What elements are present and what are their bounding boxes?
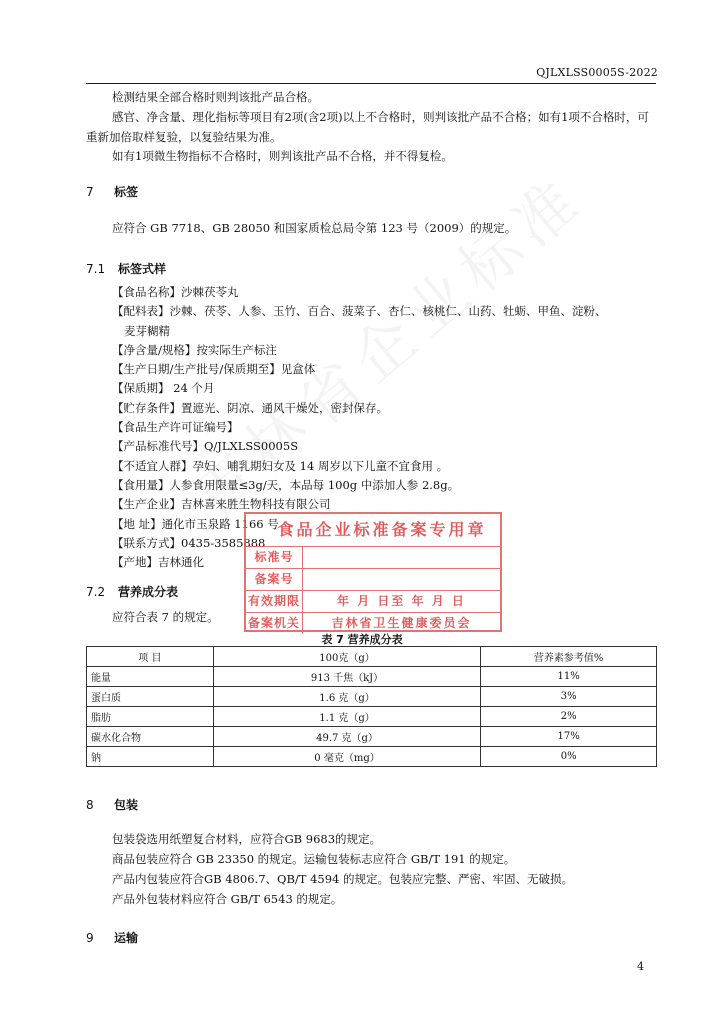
table-header-row	[87, 647, 657, 667]
table-row	[87, 667, 657, 687]
stamp-key: 标准号	[246, 547, 303, 568]
label-item: 【食品名称】沙棘茯苓丸	[112, 285, 239, 299]
label-item: 【配料表】沙棘、茯苓、人参、玉竹、百合、菠菜子、杏仁、核桃仁、山药、牡蛎、甲鱼、淀粉、	[112, 304, 607, 319]
section-title: 运输	[114, 931, 139, 945]
section-title: 标签	[114, 185, 139, 199]
label-item: 【地 址】通化市玉泉路 1166 号	[112, 516, 279, 531]
section-8-line-2: 商品包装应符合 GB 23350 的规定。运输包装标志应符合 GB/T 191 的规定。	[112, 852, 516, 866]
nutrient-amount: 49.7 克（g）	[213, 727, 481, 747]
label-item: 【贮存条件】置遮光、阴凉、通风干燥处，密封保存。	[112, 400, 388, 415]
section-7-text: 应符合 GB 7718、GB 28050 和国家质检总局令第 123 号（2009）的规定。	[112, 221, 517, 235]
label-item: 【不适宜人群】孕妇、哺乳期妇女及 14 周岁以下儿童不宜食用 。	[112, 458, 449, 473]
section-8-line-4: 产品外包装材料应符合 GB/T 6543 的规定。	[112, 892, 343, 906]
section-7-1-heading	[86, 260, 166, 277]
filing-stamp	[244, 512, 502, 632]
intro-line-3: 如有1项微生物指标不合格时，则判该批产品不合格，并不得复检。	[112, 149, 453, 163]
label-item: 【食品生产许可证编号】	[112, 420, 239, 435]
section-number: 7.1	[86, 262, 106, 276]
stamp-value: 年 月 日至 年 月 日	[337, 594, 466, 608]
nutrient-amount: 1.1 克（g）	[213, 707, 481, 727]
label-item: 【产品标准代号】Q/JLXLSS0005S	[112, 439, 299, 454]
nutrient-nrv: 2%	[481, 707, 657, 727]
section-7-2-heading	[86, 583, 178, 600]
nutrient-nrv: 3%	[481, 687, 657, 707]
stamp-row	[246, 547, 500, 569]
label-item: 【联系方式】0435-3585888	[112, 535, 266, 550]
column-header: 营养素参考值%	[481, 647, 657, 667]
table-caption: 表 7 营养成分表	[321, 633, 403, 646]
nutrient-nrv: 0%	[481, 747, 657, 767]
section-8-heading	[86, 796, 138, 813]
label-item: 【保质期】 24 个月	[112, 381, 215, 396]
nutrient-nrv: 17%	[481, 727, 657, 747]
table-row	[87, 687, 657, 707]
label-item: 【生产企业】吉林喜来胜生物科技有限公司	[112, 497, 331, 512]
stamp-title: 食品企业标准备案专用章	[246, 514, 500, 547]
nutrient-name: 钠	[87, 747, 214, 767]
section-8-line-1: 包装袋选用纸塑复合材料，应符合GB 9683的规定。	[112, 832, 382, 846]
intro-line-2: 感官、净含量、理化指标等项目有2项(含2项)以上不合格时，则判该批产品不合格；如有1项不合格时，可重新加倍取样复验，以复验结果为准。	[86, 110, 649, 144]
stamp-row	[246, 569, 500, 591]
header-rule	[86, 83, 656, 84]
label-item-continuation: 麦芽糊精	[124, 323, 170, 338]
stamp-row	[246, 591, 500, 613]
nutrient-name: 脂肪	[87, 707, 214, 727]
section-title: 包装	[114, 798, 139, 812]
label-item: 【产地】吉林通化	[112, 555, 204, 570]
label-item: 【生产日期/生产批号/保质期至】见盒体	[112, 362, 316, 377]
section-number: 8	[86, 798, 94, 812]
nutrient-nrv: 11%	[481, 667, 657, 687]
column-header: 100克（g）	[213, 647, 481, 667]
stamp-key: 有效期限	[246, 591, 303, 612]
section-title: 标签式样	[118, 262, 167, 276]
label-item: 【食用量】人参食用限量≤3g/天，本品每 100g 中添加人参 2.8g。	[112, 477, 460, 492]
table-row	[87, 747, 657, 767]
nutrient-name: 能量	[87, 667, 214, 687]
section-7-2-text: 应符合表 7 的规定。	[112, 610, 219, 624]
section-9-heading	[86, 929, 138, 946]
doc-code: QJLXLSS0005S-2022	[536, 66, 658, 79]
nutrient-amount: 0 毫克（mg）	[213, 747, 481, 767]
section-number: 7.2	[86, 585, 106, 599]
page-number: 4	[637, 960, 644, 973]
label-item: 【净含量/规格】按实际生产标注	[112, 342, 277, 357]
nutrient-name: 碳水化合物	[87, 727, 214, 747]
table-row	[87, 707, 657, 727]
nutrient-amount: 913 千焦（kJ）	[213, 667, 481, 687]
stamp-key: 备案号	[246, 569, 303, 590]
stamp-key: 备案机关	[246, 613, 303, 634]
column-header: 项 目	[87, 647, 214, 667]
nutrient-name: 蛋白质	[87, 687, 214, 707]
stamp-value: 吉林省卫生健康委员会	[331, 616, 472, 630]
nutrition-table	[86, 646, 657, 767]
table-row	[87, 727, 657, 747]
nutrient-amount: 1.6 克（g）	[213, 687, 481, 707]
section-8-line-3: 产品内包装应符合GB 4806.7、QB/T 4594 的规定。包装应完整、严密、牢固、无破损。	[112, 872, 574, 886]
section-title: 营养成分表	[118, 585, 179, 599]
section-number: 7	[86, 185, 94, 199]
intro-line-1: 检测结果全部合格时则判该批产品合格。	[112, 90, 319, 104]
stamp-value	[303, 569, 500, 590]
stamp-value	[303, 547, 500, 568]
section-number: 9	[86, 931, 94, 945]
section-7-heading	[86, 183, 138, 200]
